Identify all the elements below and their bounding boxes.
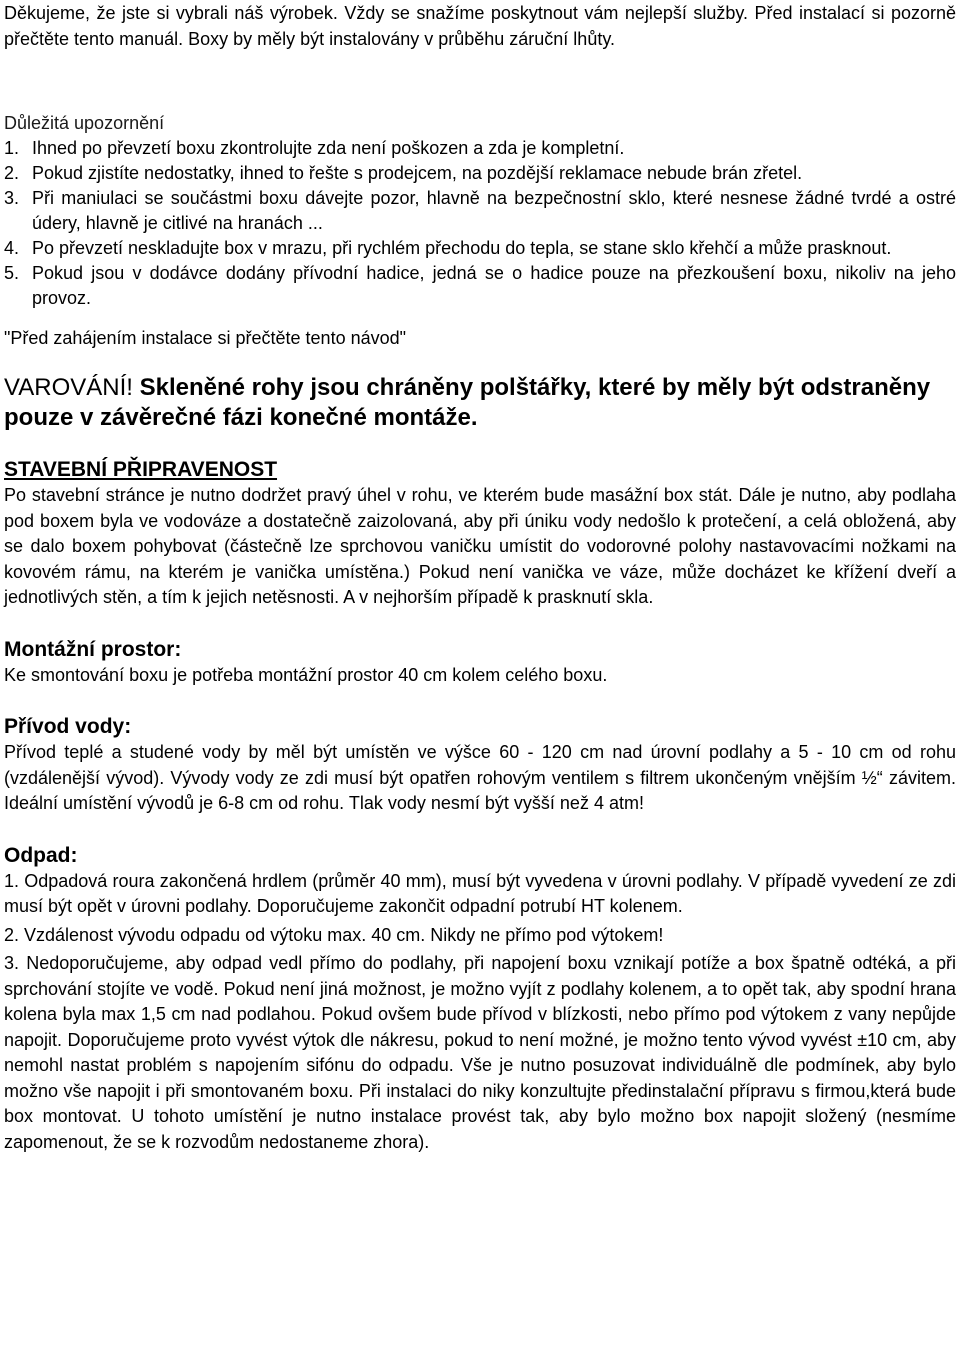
stavebni-text: Po stavební stránce je nutno dodržet pravý úhel v rohu, ve kterém bude masážní box stát. Dále je nutno, aby podlaha pod boxem byla ve vodováze a dostatečně zaizolovaná, aby při úniku vody nedošlo k protečení, a celá obložená, aby se dalo boxem pohybovat (částečně lze sprchovou vaničku umístit do vodorovné polohy nastavovacími nožkami na kovovém rámu, na kterém je vanička umístěna.) Pokud není vanička ve váze, může docházet ke křížení dveří a jednotlivých stěn, a tím k jejich netěsnosti. A v nejhorším případě k prasknutí skla. xyxy=(4,485,956,607)
notes-title: Důležitá upozornění xyxy=(4,113,165,133)
warning-text: Skleněné rohy jsou chráněny polštářky, které by měly být odstraněny pouze v závěrečné fázi konečné montáže. xyxy=(4,374,931,431)
warning-lead: VAROVÁNÍ! xyxy=(4,374,133,401)
odpad-title: Odpad: xyxy=(4,843,78,867)
before-install-note: "Před zahájením instalace si přečtěte tento návod" xyxy=(4,328,407,348)
montazni-title: Montážní prostor: xyxy=(4,637,182,661)
stavebni-title: STAVEBNÍ PŘIPRAVENOST xyxy=(4,458,278,481)
odpad-item-3: 3. Nedoporučujeme, aby odpad vedl přímo do podlahy, při napojení boxu vznikají potíže a box špatně odtéká, a při sprchování stojíte ve vodě. Pokud není jiná možnost, je možno vyjít z podlahy kolenem, a to opět tak, aby spodní hrana kolena byla max 1,5 cm nad podlahou. Pokud ovšem bude přívod v blízkosti, nebo přímo pod výtokem z vany nepůjde napojit. Doporučujeme proto vyvést výtok dle nákresu, pokud to není možné, je možno tento vývod vyvést ±10 cm, aby nemohl nastat problém s napojením sifónu do odpadu. Vše je nutno posuzovat individuálně dle podmínek, aby bylo možno vše napojit i při smontovaném boxu. Při instalaci do niky konzultujte předinstalační přípravu s firmou,která bude box montovat. U tohoto umístění je nutno instalace provést tak, aby bylo možno box napojit složený (nesmíme zapomenout, že se k rozvodům nedostaneme zhora). xyxy=(4,953,956,1152)
list-item: 5. Pokud jsou v dodávce dodány přívodní hadice, jedná se o hadice pouze na přezkoušení boxu, nikoliv na jeho provoz. xyxy=(4,263,956,308)
notes-list xyxy=(4,136,956,311)
intro-paragraph: Děkujeme, že jste si vybrali náš výrobek. Vždy se snažíme poskytnout vám nejlepší služby. Před instalací si pozorně přečtěte tento manuál. Boxy by měly být instalovány v průběhu záruční lhůty. xyxy=(4,3,956,49)
privod-text: Přívod teplé a studené vody by měl být umístěn ve výšce 60 - 120 cm nad úrovní podlahy a 5 - 10 cm od rohu (vzdálenější vývod). Vývody vody ze zdi musí být opatřen rohovým ventilem s filtrem ukončeným vnějším ½“ závitem. Ideální umístění vývodů je 6-8 cm od rohu. Tlak vody nesmí být vyšší než 4 atm! xyxy=(4,742,956,813)
list-item: 3. Při maniulaci se součástmi boxu dávejte pozor, hlavně na bezpečnostní sklo, které nesnese žádné tvrdé a ostré údery, hlavně je citlivé na hranách ... xyxy=(4,188,956,233)
document-page xyxy=(4,0,956,1155)
odpad-item-1: 1. Odpadová roura zakončená hrdlem (průměr 40 mm), musí být vyvedena v úrovni podlahy. V případě vyvedení ze zdi musí být opět v úrovni podlahy. Doporučujeme zakončit odpadní potrubí HT kolenem. xyxy=(4,870,956,916)
list-item: 4. Po převzetí neskladujte box v mrazu, při rychlém přechodu do tepla, se stane sklo křehčí a může prasknout. xyxy=(4,238,892,258)
list-item: 1. Ihned po převzetí boxu zkontrolujte zda není poškozen a zda je kompletní. xyxy=(4,138,625,158)
odpad-item-2: 2. Vzdálenost vývodu odpadu od výtoku max. 40 cm. Nikdy ne přímo pod výtokem! xyxy=(4,924,664,945)
warning-paragraph xyxy=(4,373,956,433)
list-item: 2. Pokud zjistíte nedostatky, ihned to řešte s prodejcem, na pozdější reklamace nebude brán zřetel. xyxy=(4,163,803,183)
montazni-text: Ke smontování boxu je potřeba montážní prostor 40 cm kolem celého boxu. xyxy=(4,664,608,685)
privod-title: Přívod vody: xyxy=(4,715,132,738)
